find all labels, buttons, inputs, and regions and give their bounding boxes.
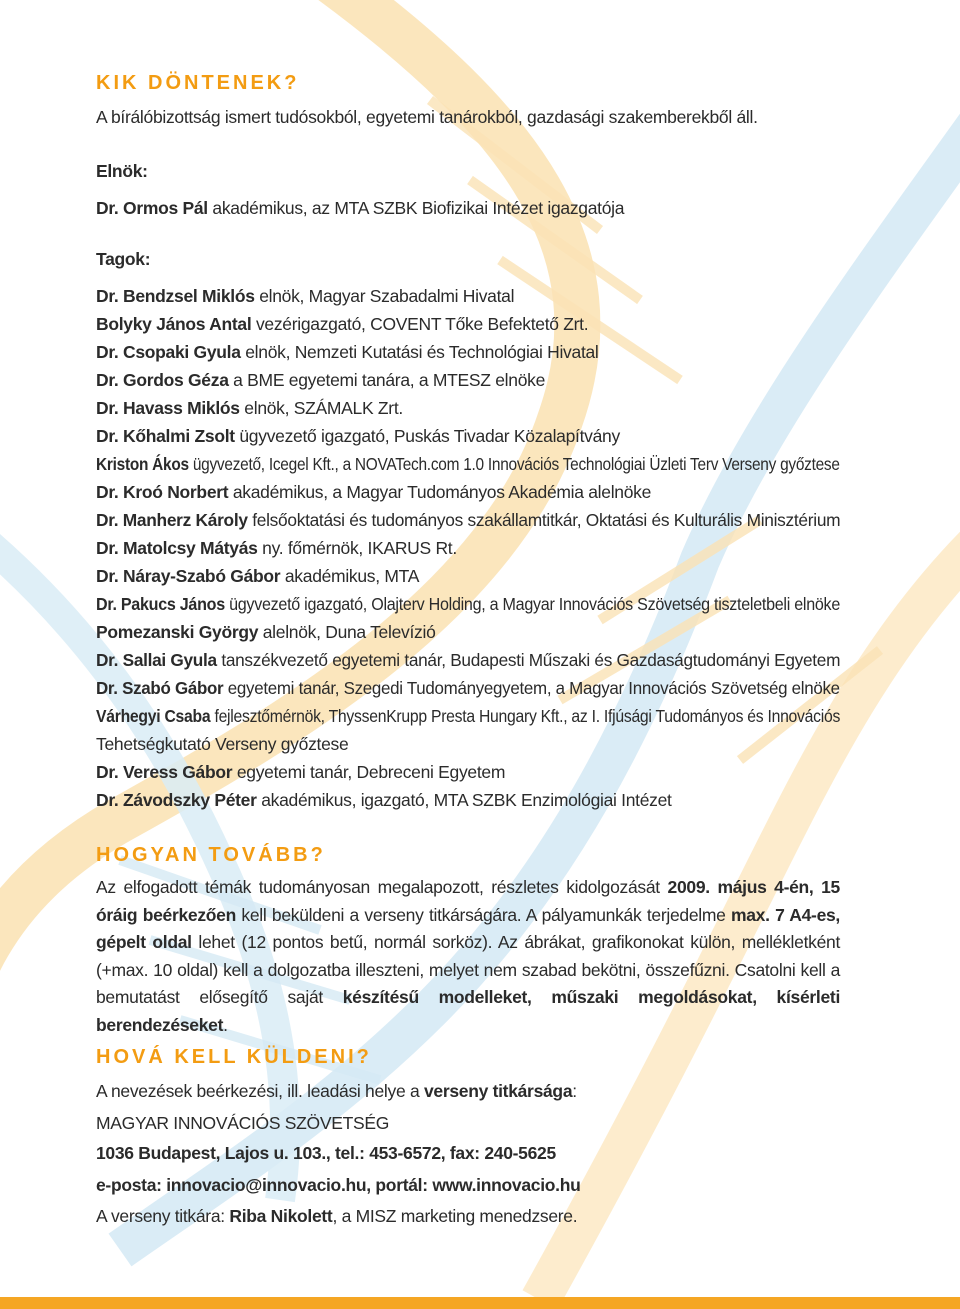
secretary-name: Riba Nikolett: [229, 1206, 333, 1226]
org-name: MAGYAR INNOVÁCIÓS SZÖVETSÉG: [96, 1113, 390, 1133]
section-title-hogyan: HOGYAN TOVÁBB?: [96, 844, 326, 866]
member-entry: [96, 313, 588, 335]
hogyan-page-limit: max. 7 A4-es, gépelt oldal: [96, 904, 840, 952]
member-role: ügyvezető, Icegel Kft., a NOVATech.com 1.0 Innovációs Technológiai Üzleti Terv Verseny győztese: [188, 454, 840, 474]
member-role: alelnök, Duna Televízió: [258, 622, 436, 642]
bottom-accent-bar: [0, 1297, 960, 1309]
member-role: egyetemi tanár, Debreceni Egyetem: [232, 762, 506, 782]
member-name: Dr. Csopaki Gyula: [96, 342, 241, 362]
member-entry: [96, 705, 840, 727]
member-entry: [96, 565, 419, 587]
member-name: Dr. Náray-Szabó Gábor: [96, 566, 281, 586]
kik-intro: A bírálóbizottság ismert tudósokból, egyetemi tanárokból, gazdasági szakemberekből áll.: [96, 107, 758, 127]
section-title-kik: KIK DÖNTENEK?: [96, 72, 300, 94]
hogyan-deadline: 2009. május 4-én, 15 óráig beérkezően: [96, 877, 840, 925]
chair-label: Elnök:: [96, 161, 148, 181]
member-entry: [96, 341, 599, 363]
member-entry: [96, 397, 403, 419]
member-entry: [96, 677, 840, 699]
member-entry: [96, 761, 505, 783]
member-name: Dr. Matolcsy Mátyás: [96, 538, 258, 558]
member-role: elnök, SZÁMALK Zrt.: [239, 398, 403, 418]
member-name: Dr. Kroó Norbert: [96, 482, 229, 502]
member-entry: [96, 649, 840, 671]
member-role: vezérigazgató, COVENT Tőke Befektető Zrt.: [251, 314, 589, 334]
member-name: Dr. Závodszky Péter: [96, 790, 257, 810]
member-entry: [96, 593, 840, 615]
member-name: Dr. Pakucs János: [96, 594, 225, 614]
chair-role: akadémikus, az MTA SZBK Biofizikai Intézet igazgatója: [207, 198, 625, 218]
member-role: a BME egyetemi tanára, a MTESZ elnöke: [228, 370, 546, 390]
member-name: Pomezanski György: [96, 622, 259, 642]
member-entry: [96, 509, 840, 531]
member-name: Dr. Veress Gábor: [96, 762, 233, 782]
member-role: elnök, Magyar Szabadalmi Hivatal: [254, 286, 515, 306]
hogyan-text-4: .: [223, 1014, 228, 1035]
member-name: Dr. Havass Miklós: [96, 398, 240, 418]
hogyan-text-2: kell beküldeni a verseny titkárságára. A pályamunkák terjedelme: [236, 904, 731, 925]
hova-secretariat: verseny titkársága: [423, 1081, 573, 1101]
member-entry: [96, 621, 436, 643]
member-name: Kriston Ákos: [96, 454, 189, 474]
chair-entry: [96, 197, 624, 219]
member-name: Dr. Sallai Gyula: [96, 650, 217, 670]
hogyan-text-1: Az elfogadott témák tudományosan megalapozott, részletes kidolgozását: [96, 877, 668, 897]
member-role: felsőoktatási és tudományos szakállamtitkár, Oktatási és Kulturális Minisztérium: [247, 510, 841, 530]
secretary-role: , a MISZ marketing menedzsere.: [332, 1206, 578, 1226]
member-role: egyetemi tanár, Szegedi Tudományegyetem, a Magyar Innovációs Szövetség elnöke: [223, 678, 840, 698]
section-title-hova: HOVÁ KELL KÜLDENI?: [96, 1046, 372, 1068]
secretary-label: A verseny titkára:: [96, 1206, 230, 1226]
member-role: ügyvezető igazgató, Olajterv Holding, a Magyar Innovációs Szövetség tiszteletbeli elnöke: [224, 594, 841, 614]
member-name: Várhegyi Csaba: [96, 706, 211, 726]
member-role: akadémikus, igazgató, MTA SZBK Enzimológiai Intézet: [256, 790, 672, 810]
member-role: tanszékvezető egyetemi tanár, Budapesti Műszaki és Gazdaságtudományi Egyetem: [216, 650, 841, 670]
member-role: akadémikus, a Magyar Tudományos Akadémia alelnöke: [228, 482, 652, 502]
member-entry: [96, 369, 545, 391]
secretary-line: [96, 1205, 577, 1227]
org-contact: e-posta: innovacio@innovacio.hu, portál: www.innovacio.hu: [96, 1175, 581, 1195]
hogyan-models: készítésű modelleket, műszaki megoldásokat, kísérleti berendezéseket: [96, 987, 841, 1035]
hova-line-1-colon: :: [572, 1081, 577, 1101]
member-role: akadémikus, MTA: [280, 566, 420, 586]
member-name: Dr. Manherz Károly: [96, 510, 248, 530]
member-entry: [96, 453, 840, 475]
member-name: Dr. Gordos Géza: [96, 370, 229, 390]
member-role: elnök, Nemzeti Kutatási és Technológiai Hivatal: [240, 342, 599, 362]
member-name: Dr. Szabó Gábor: [96, 678, 224, 698]
member-entry: [96, 537, 457, 559]
member-name: Bolyky János Antal: [96, 314, 252, 334]
member-role: ügyvezető igazgató, Puskás Tivadar Közalapítvány: [234, 426, 620, 446]
chair-name: Dr. Ormos Pál: [96, 198, 208, 218]
member-entry: [96, 789, 672, 811]
member-entry: [96, 481, 651, 503]
member-entry-continuation: Tehetségkutató Verseny győztese: [96, 734, 349, 754]
hova-line-1: [96, 1080, 577, 1102]
hogyan-text-3: lehet (12 pontos betű, normál sorköz). Az ábrákat, grafikonokat külön, mellékletként (+max. 10 oldal) kell a dolgozatba illeszteni, melyet nem szabad bekötni, összefűzni. Csatolni kell a bemutatást elősegítő saját: [96, 932, 841, 1007]
members-label: Tagok:: [96, 249, 151, 269]
org-address: 1036 Budapest, Lajos u. 103., tel.: 453-6572, fax: 240-5625: [96, 1143, 556, 1163]
member-role: fejlesztőmérnök, ThyssenKrupp Presta Hungary Kft., az I. Ifjúsági Tudományos és Innovációs: [210, 706, 841, 726]
hogyan-paragraph: [96, 874, 840, 1039]
member-role: ny. főmérnök, IKARUS Rt.: [257, 538, 457, 558]
member-name: Dr. Bendzsel Miklós: [96, 286, 255, 306]
member-name: Dr. Kőhalmi Zsolt: [96, 426, 235, 446]
member-entry: [96, 425, 620, 447]
hova-line-1-text: A nevezések beérkezési, ill. leadási helye a: [96, 1081, 424, 1101]
member-entry: [96, 285, 514, 307]
